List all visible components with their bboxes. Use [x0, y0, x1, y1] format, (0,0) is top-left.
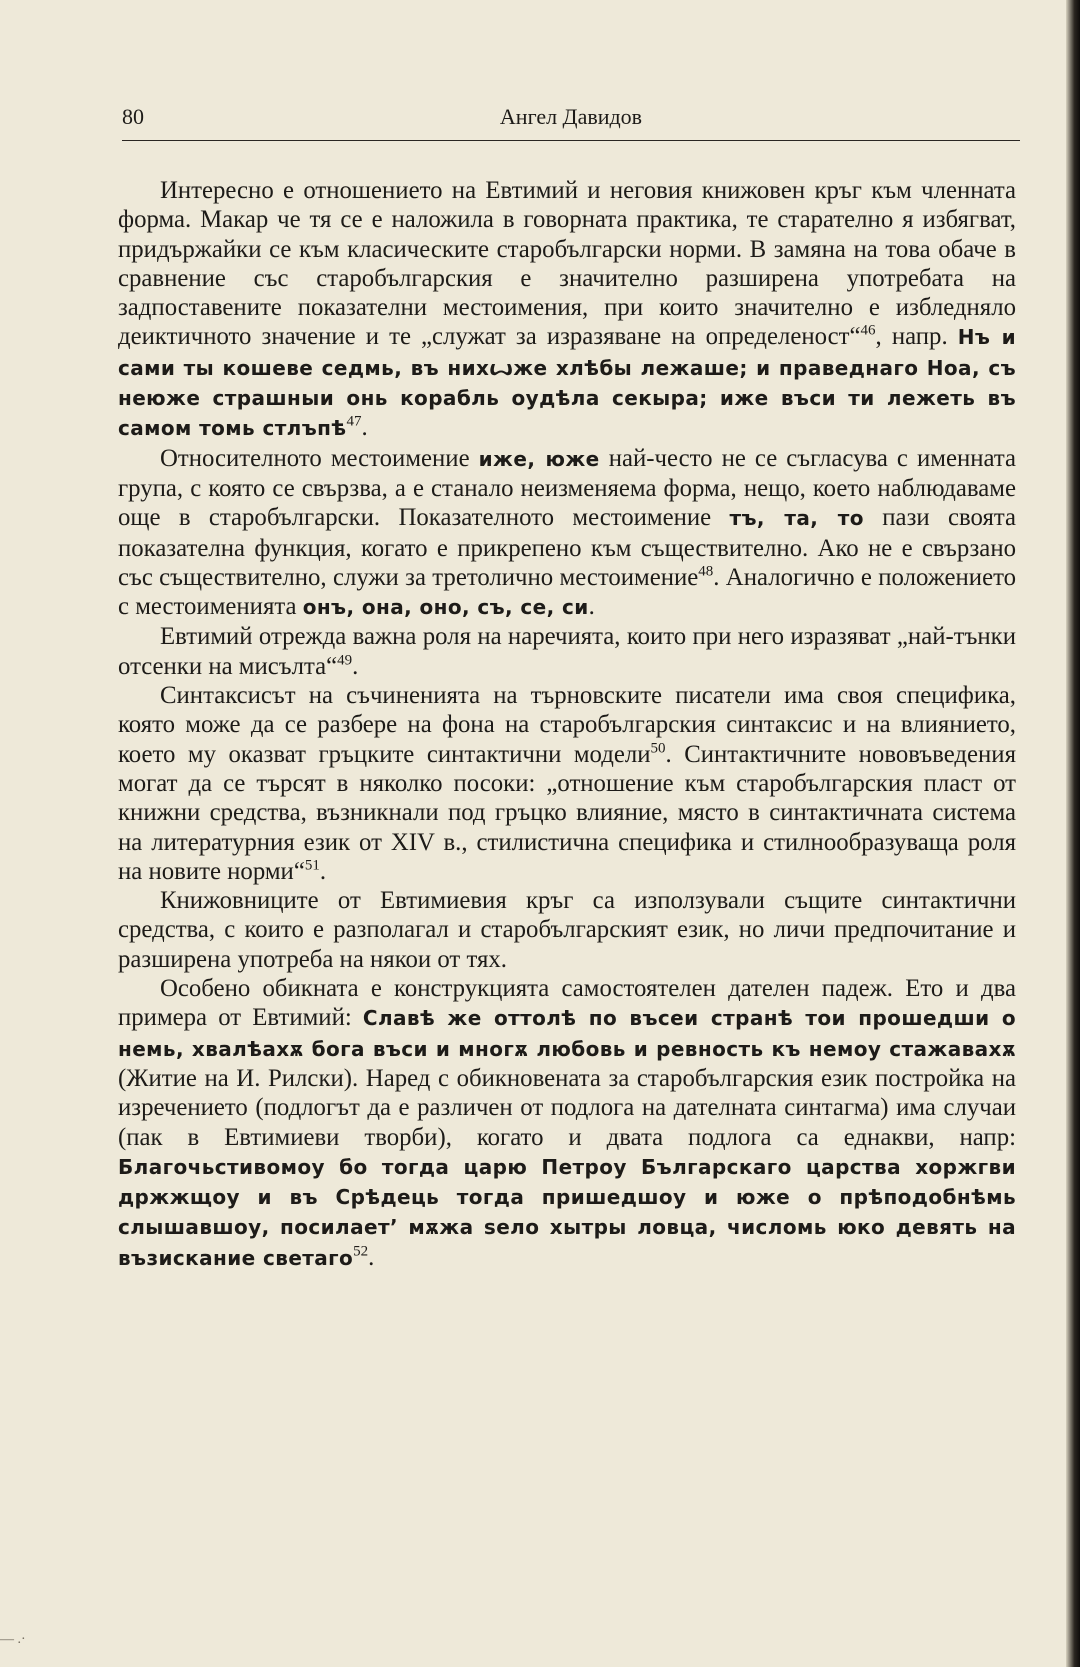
- footnote-ref: 50: [650, 740, 666, 757]
- text: .: [588, 593, 595, 621]
- footnote-ref: 47: [346, 414, 362, 431]
- old-bulgarian-quote: Благочьстивомоу бо тогда царю Петроу Българскаго царства хоржгви држжщоу и въ Срѣдець тогда пришедшоу и юже о прѣподобнѣмь слышавшоу, посилает’ мѫжа ѕело хытры ловца, числомь юко девять на възискание светаго: [118, 1154, 1016, 1270]
- old-bulgarian-quote: Нъ и сами ты кошеве седмь, въ нихꙍже хлѣбы лежаше; и праведнаго Ноа, съ неюже страшныи онь корабль оудѣла секыра; иже въси ти лежеть въ самом томь стлъпѣ: [118, 325, 1016, 441]
- footnote-ref: 51: [304, 857, 320, 874]
- header-rule: [122, 140, 1020, 141]
- book-spine-shadow: [1066, 0, 1080, 1667]
- old-bulgarian-word: онъ, она, оно, съ, се, си: [302, 595, 589, 620]
- footnote-ref: 52: [353, 1243, 369, 1260]
- paragraph-4: [118, 681, 1016, 886]
- footnote-ref: 46: [860, 323, 876, 340]
- text: . Синтактичните нововъведения могат да се търсят в няколко посоки: „отношение към старобългарския пласт от книжни средства, възникнали под гръцко влияние, място в синтактичната система на литературния език от XIV в., стилистична специфика и стилнообразуваща роля на новите норми“: [118, 740, 1016, 885]
- old-bulgarian-word: иже, юже: [478, 446, 600, 471]
- text: . Аналогично е положението с местоименията: [118, 563, 1016, 621]
- text: .: [352, 652, 359, 680]
- text: , напр.: [875, 323, 958, 351]
- text: най-често не се съгласува с именната група, с която се свързва, а е станало неизменяема форма, нещо, което наблюдаваме още в старобългарски. Показателното местоимение: [118, 444, 1016, 532]
- body-text: [118, 176, 1016, 1273]
- text: Евтимий отрежда важна роля на наречията, които при него изразяват „най-тънки отсенки на мисълта“: [118, 623, 1016, 680]
- paragraph-3: [118, 622, 1016, 681]
- paragraph-2: [118, 444, 1016, 623]
- footnote-ref: 48: [698, 563, 714, 580]
- text: пази своята показателна функция, когато е прикрепено към съществително. Ако не е свързано със съществително, служи за третолично местоимение: [118, 504, 1016, 591]
- footnote-ref: 49: [337, 652, 353, 669]
- text: (Житие на И. Рилски). Наред с обикновената за старобългарския език постройка на изречението (подлогът да е различен от подлога на дателната синтагма) има случаи (пак в Евтимиеви творби), когато и двата подлога са еднакви, напр:: [118, 1064, 1016, 1151]
- page-header: [122, 104, 1020, 138]
- text: Относителното местоимение: [160, 444, 479, 472]
- text: .: [319, 857, 327, 885]
- paragraph-1: [118, 176, 1016, 444]
- paragraph-6: [118, 974, 1016, 1273]
- margin-mark: — .·: [0, 1632, 26, 1647]
- text: Интересно е отношението на Евтимий и неговия книжовен кръг към членната форма. Макар че тя се е наложила в говорната практика, те старателно я избягват, придържайки се към класическите старобългарски норми. В замяна на това обаче в сравнение със старобългарския е значително разширена употребата на задпоставените показателни местоимения, при които значително е избледняло деиктичното значение и те „служат за изразяване на определеност“: [118, 177, 1016, 351]
- paragraph-5: [118, 886, 1016, 974]
- page-number: 80: [122, 104, 144, 129]
- text: Особено обикната е конструкцията самостоятелен дателен падеж. Ето и два примера от Евтимий:: [118, 975, 1016, 1032]
- running-title: Ангел Давидов: [499, 104, 643, 129]
- text: .: [361, 414, 368, 442]
- text: .: [368, 1243, 375, 1271]
- text: Книжовниците от Евтимиевия кръг са използували същите синтактични средства, с които е разполагал и старобългарският език, но личи предпочитание и разширена употреба на някои от тях.: [118, 887, 1016, 973]
- old-bulgarian-quote: Славѣ же оттолѣ по въсеи странѣ тои прошедши о немь, хвалѣахѫ бога въси и многѫ любовь и ревность къ немоу стажавахѫ: [118, 1006, 1016, 1061]
- text: Синтаксисът на съчиненията на търновските писатели има своя специфика, която може да се разбере на фона на старобългарския синтаксис и на влиянието, което му оказват гръцките синтактични модели: [118, 682, 1016, 768]
- old-bulgarian-word: тъ, та, то: [729, 506, 864, 531]
